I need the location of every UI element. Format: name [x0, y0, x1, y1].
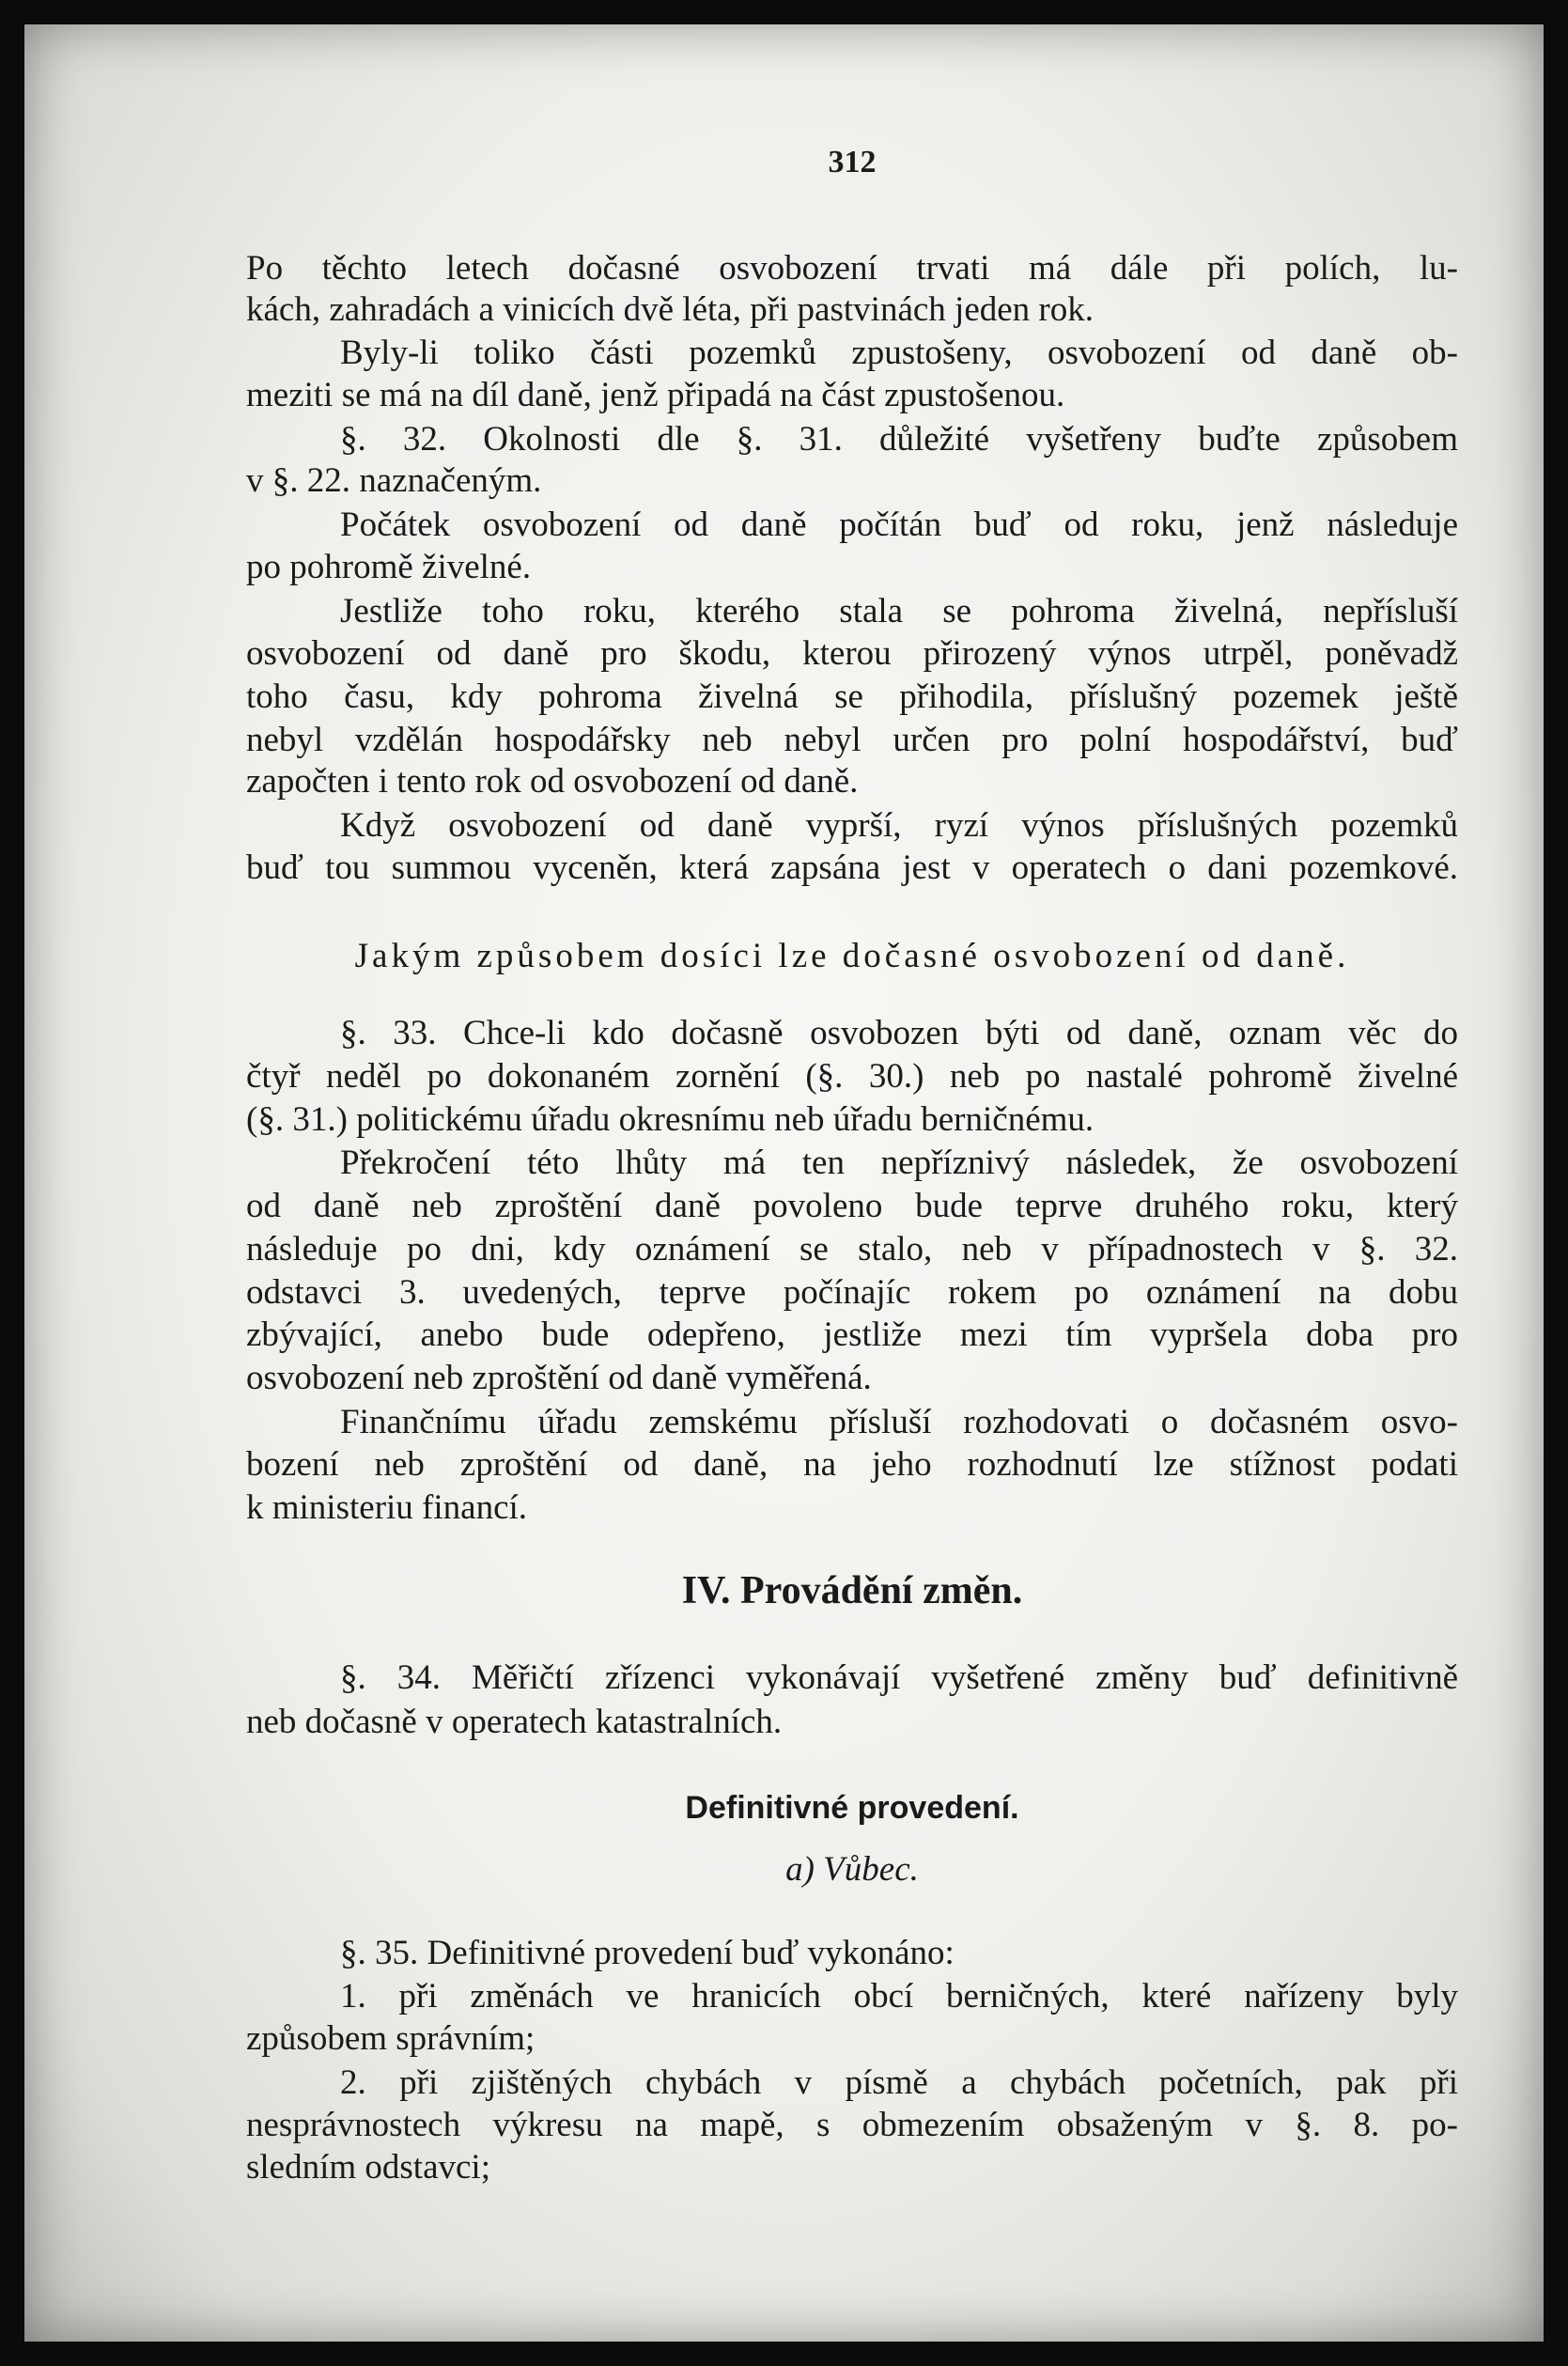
- text-line: od daně neb zproštění daně povoleno bude teprve druhého roku, který: [246, 1187, 1458, 1225]
- text-line: 2. při zjištěných chybách v písmě a chybách početních, pak při: [340, 2063, 1458, 2102]
- text-line: Když osvobození od daně vyprší, ryzí výnos příslušných pozemků: [340, 806, 1458, 845]
- text-line: §. 32. Okolnosti dle §. 31. důležité vyšetřeny buďte způsobem: [340, 420, 1458, 459]
- text-line: Byly-li toliko části pozemků zpustošeny, osvobození od daně ob-: [340, 334, 1458, 372]
- text-line: započten i tento rok od osvobození od daně.: [246, 762, 859, 801]
- text-line: v §. 22. naznačeným.: [246, 461, 542, 500]
- text-line: neb dočasně v operatech katastralních.: [246, 1703, 783, 1741]
- text-line: §. 35. Definitivné provedení buď vykonáno:: [340, 1934, 955, 1972]
- text-line: zbývající, anebo bude odepřeno, jestliže mezi tím vypršela doba pro: [246, 1315, 1458, 1354]
- text-line: způsobem správním;: [246, 2019, 536, 2058]
- text-line: buď tou summou vyceněn, která zapsána jest v operatech o dani pozemkové.: [246, 848, 1458, 887]
- subsection-heading: Definitivné provedení.: [685, 1790, 1019, 1826]
- text-line: odstavci 3. uvedených, teprve počínajíc rokem po oznámení na dobu: [246, 1273, 1458, 1312]
- text-line: 1. při změnách ve hranicích obcí berničných, které nařízeny byly: [340, 1977, 1458, 2016]
- text-line: Jestliže toho roku, kterého stala se pohroma živelná, nepřísluší: [340, 592, 1458, 630]
- text-line: nesprávnostech výkresu na mapě, s obmezením obsaženým v §. 8. po-: [246, 2106, 1458, 2144]
- text-line: meziti se má na díl daně, jenž připadá na část zpustošenou.: [246, 376, 1065, 414]
- text-line: k ministeriu financí.: [246, 1488, 528, 1527]
- subheading-text: a) Vůbec.: [785, 1850, 919, 1889]
- text-line: následuje po dni, kdy oznámení se stalo, neb v případnostech v §. 32.: [246, 1230, 1458, 1269]
- text-line: bození neb zproštění od daně, na jeho rozhodnutí lze stížnost podati: [246, 1445, 1458, 1484]
- text-line: osvobození neb zproštění od daně vyměřená.: [246, 1359, 872, 1397]
- text-line: §. 33. Chce-li kdo dočasně osvobozen býti od daně, oznam věc do: [340, 1014, 1458, 1052]
- text-line: (§. 31.) politickému úřadu okresnímu neb úřadu berničnému.: [246, 1100, 1094, 1139]
- text-line: toho času, kdy pohroma živelná se přihodila, příslušný pozemek ještě: [246, 677, 1458, 716]
- text-line: sledním odstavci;: [246, 2148, 490, 2187]
- page-paper: [24, 24, 1544, 2342]
- text-line: Počátek osvobození od daně počítán buď od roku, jenž následuje: [340, 506, 1458, 544]
- text-line: čtyř neděl po dokonaném zornění (§. 30.) neb po nastalé pohromě živelné: [246, 1057, 1458, 1096]
- text-line: nebyl vzdělán hospodářsky neb nebyl určen pro polní hospodářství, buď: [246, 721, 1458, 759]
- chapter-heading: IV. Provádění změn.: [681, 1569, 1023, 1612]
- section-title: Jakým způsobem dosíci lze dočasné osvobození od daně.: [354, 937, 1350, 975]
- text-line: Finančnímu úřadu zemskému přísluší rozhodovati o dočasném osvo-: [340, 1403, 1458, 1441]
- text-line: §. 34. Měřičtí zřízenci vykonávají vyšetřené změny buď definitivně: [340, 1658, 1458, 1697]
- text-line: osvobození od daně pro škodu, kterou přirozený výnos utrpěl, poněvadž: [246, 634, 1458, 673]
- subsection-subheading: [246, 1849, 1458, 1891]
- text-line: Po těchto letech dočasné osvobození trvati má dále při polích, lu-: [246, 249, 1458, 288]
- text-line: kách, zahradách a vinicích dvě léta, při pastvinách jeden rok.: [246, 290, 1094, 329]
- text-line: po pohromě živelné.: [246, 548, 532, 586]
- text-line: Překročení této lhůty má ten nepříznivý následek, že osvobození: [340, 1144, 1458, 1182]
- page-number: 312: [828, 145, 877, 179]
